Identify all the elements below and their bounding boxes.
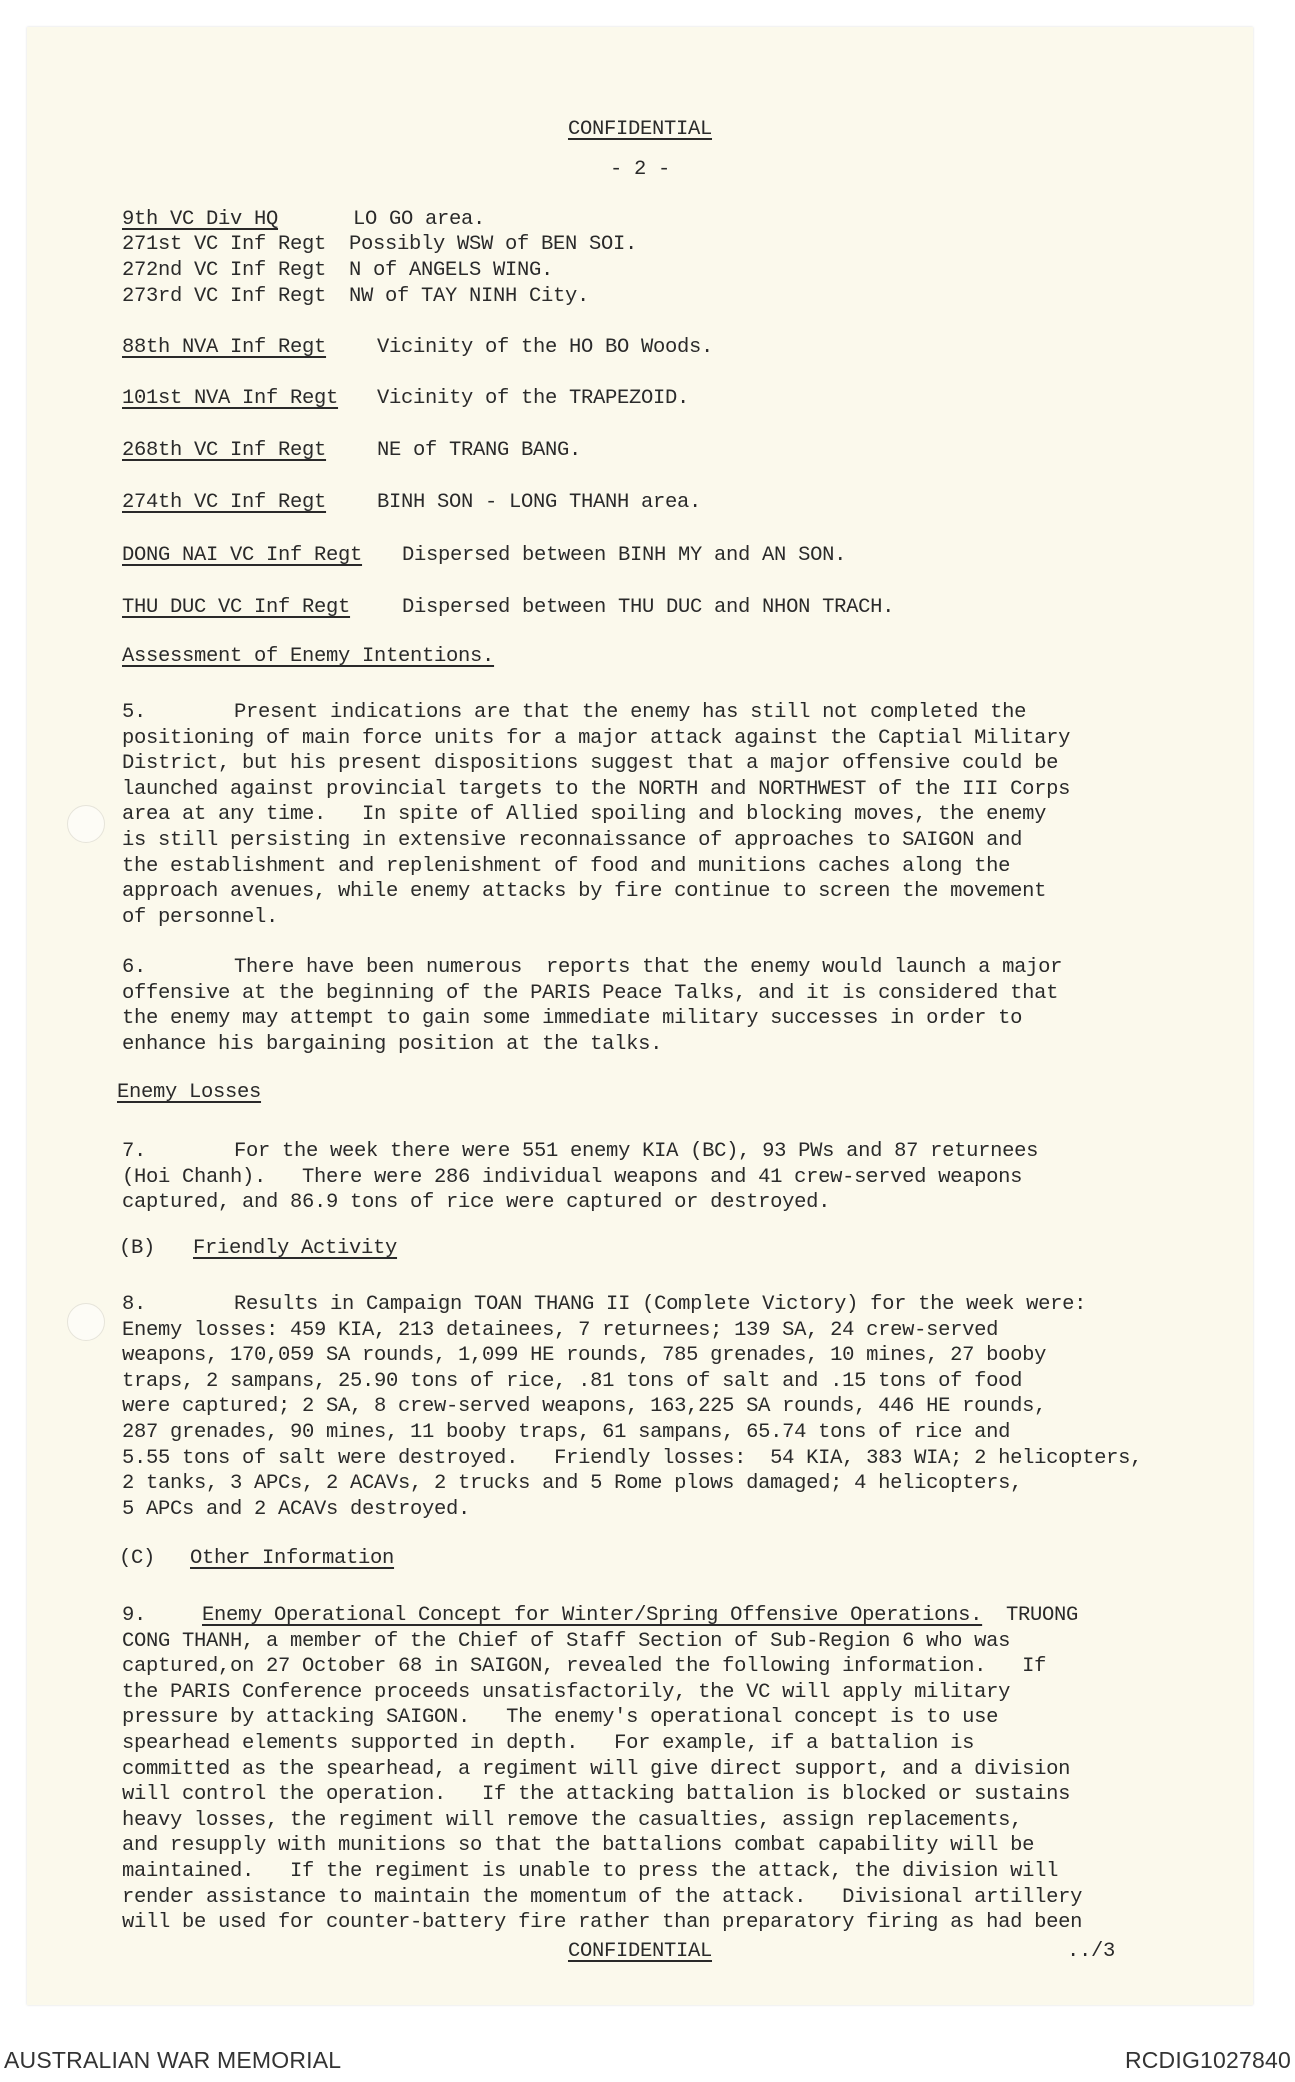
unit-location: BINH SON - LONG THANH area. xyxy=(377,491,702,514)
paragraph-line: There have been numerous reports that the enemy would launch a major xyxy=(234,956,1063,979)
paragraph-line: 5.55 tons of salt were destroyed. Friendly losses: 54 KIA, 383 WIA; 2 helicopters, xyxy=(122,1446,1143,1470)
paragraph-line: committed as the spearhead, a regiment will give direct support, and a division xyxy=(122,1757,1071,1781)
paragraph-line: will control the operation. If the attacking battalion is blocked or sustains xyxy=(122,1783,1071,1807)
paragraph-number: 7. xyxy=(122,1140,147,1163)
unit-location: NW of TAY NINH City. xyxy=(349,285,590,308)
archive-record-id: RCDIG1027840 xyxy=(1124,2047,1291,2073)
heading-friendly-activity: Friendly Activity xyxy=(193,1237,398,1260)
section-label-c: (C) xyxy=(119,1547,156,1570)
unit-name: 9th VC Div HQ xyxy=(122,208,279,231)
paragraph-line: 287 grenades, 90 mines, 11 booby traps, 61 sampans, 65.74 tons of rice and xyxy=(122,1421,1011,1444)
paragraph-line: offensive at the beginning of the PARIS Peace Talks, and it is considered that xyxy=(122,981,1059,1005)
paragraph-line: approach avenues, while enemy attacks by fire continue to screen the movement xyxy=(122,880,1047,904)
paragraph-heading: Enemy Operational Concept for Winter/Spring Offensive Operations. xyxy=(202,1604,983,1627)
unit-location: Dispersed between THU DUC and NHON TRACH. xyxy=(402,596,895,619)
paragraph-line: were captured; 2 SA, 8 crew-served weapons, 163,225 SA rounds, 446 HE rounds, xyxy=(122,1395,1047,1419)
paragraph-line: maintained. If the regiment is unable to press the attack, the division will xyxy=(122,1860,1059,1883)
paragraph-line: 2 tanks, 3 APCs, 2 ACAVs, 2 trucks and 5 Rome plows damaged; 4 helicopters, xyxy=(122,1472,1023,1496)
classification-footer: CONFIDENTIAL xyxy=(567,1940,713,1963)
unit-name: 268th VC Inf Regt xyxy=(122,439,327,462)
unit-name: 272nd VC Inf Regt xyxy=(122,259,327,282)
unit-location: Vicinity of the HO BO Woods. xyxy=(377,336,714,359)
classification-header: CONFIDENTIAL xyxy=(567,118,713,141)
paragraph-number: 6. xyxy=(122,956,147,979)
unit-location: Possibly WSW of BEN SOI. xyxy=(349,233,638,256)
unit-name: 274th VC Inf Regt xyxy=(122,491,327,514)
paragraph-line: the enemy may attempt to gain some immediate military successes in order to xyxy=(122,1007,1023,1031)
paragraph-line: is still persisting in extensive reconnaissance of approaches to SAIGON and xyxy=(122,829,1023,852)
paragraph-line: Enemy losses: 459 KIA, 213 detainees, 7 returnees; 139 SA, 24 crew-served xyxy=(122,1318,999,1342)
paragraph-line: launched against provincial targets to the NORTH and NORTHWEST of the III Corps xyxy=(122,777,1071,801)
paragraph-line: For the week there were 551 enemy KIA (BC), 93 PWs and 87 returnees xyxy=(234,1140,1039,1163)
paragraph-line: render assistance to maintain the momentum of the attack. Divisional artillery xyxy=(122,1885,1083,1909)
page-number: - 2 - xyxy=(609,158,670,181)
paragraph-line: of personnel. xyxy=(122,905,279,929)
punch-hole xyxy=(67,1303,105,1341)
heading-enemy-losses: Enemy Losses xyxy=(117,1081,262,1104)
unit-location: Vicinity of the TRAPEZOID. xyxy=(377,387,690,410)
paragraph-line: pressure by attacking SAIGON. The enemy's operational concept is to use xyxy=(122,1706,999,1730)
section-label-b: (B) xyxy=(119,1237,156,1260)
paragraph-number: 8. xyxy=(122,1293,147,1316)
paragraph-line: area at any time. In spite of Allied spoiling and blocking moves, the enemy xyxy=(122,803,1047,827)
unit-name: 271st VC Inf Regt xyxy=(122,233,327,256)
punch-hole xyxy=(67,805,105,843)
paragraph-line: weapons, 170,059 SA rounds, 1,099 HE rounds, 785 grenades, 10 mines, 27 booby xyxy=(122,1344,1047,1368)
paragraph-line: heavy losses, the regiment will remove the casualties, assign replacements, xyxy=(122,1808,1023,1832)
paragraph-line: the PARIS Conference proceeds unsatisfactorily, the VC will apply military xyxy=(122,1680,1011,1704)
unit-location: LO GO area. xyxy=(353,208,486,231)
paragraph-line: District, but his present dispositions suggest that a major offensive could be xyxy=(122,752,1059,776)
paragraph-line: positioning of main force units for a major attack against the Captial Military xyxy=(122,726,1071,750)
paragraph-line: Results in Campaign TOAN THANG II (Complete Victory) for the week were: xyxy=(234,1293,1087,1316)
unit-name: DONG NAI VC Inf Regt xyxy=(122,544,363,567)
paragraph-line: CONG THANH, a member of the Chief of Staff Section of Sub-Region 6 who was xyxy=(122,1629,1011,1653)
document-page xyxy=(27,27,1253,2005)
unit-name: 88th NVA Inf Regt xyxy=(122,336,327,359)
unit-location: Dispersed between BINH MY and AN SON. xyxy=(402,544,847,567)
unit-location: NE of TRANG BANG. xyxy=(377,439,582,462)
unit-name: THU DUC VC Inf Regt xyxy=(122,596,351,619)
paragraph-number: 5. xyxy=(122,701,147,724)
paragraph-line: 5 APCs and 2 ACAVs destroyed. xyxy=(122,1497,471,1521)
paragraph-line: captured,on 27 October 68 in SAIGON, revealed the following information. If xyxy=(122,1655,1047,1679)
paragraph-line: (Hoi Chanh). There were 286 individual weapons and 41 crew-served weapons xyxy=(122,1165,1023,1189)
heading-assessment: Assessment of Enemy Intentions. xyxy=(122,645,495,668)
paragraph-line: captured, and 86.9 tons of rice were captured or destroyed. xyxy=(122,1191,831,1215)
paragraph-line: enhance his bargaining position at the talks. xyxy=(122,1032,663,1056)
paragraph-line: TRUONG xyxy=(982,1604,1079,1627)
paragraph-line: the establishment and replenishment of food and munitions caches along the xyxy=(122,854,1011,878)
paragraph-line: spearhead elements supported in depth. For example, if a battalion is xyxy=(122,1732,975,1755)
paragraph-line: traps, 2 sampans, 25.90 tons of rice, .81 tons of salt and .15 tons of food xyxy=(122,1369,1023,1393)
paragraph-line: and resupply with munitions so that the battalions combat capability will be xyxy=(122,1834,1035,1858)
unit-location: N of ANGELS WING. xyxy=(349,259,554,282)
unit-name: 101st NVA Inf Regt xyxy=(122,387,339,410)
paragraph-line: will be used for counter-battery fire rather than preparatory firing as had been xyxy=(122,1911,1083,1935)
paragraph-line: Present indications are that the enemy has still not completed the xyxy=(234,701,1027,724)
continuation-mark: ../3 xyxy=(1067,1940,1116,1963)
unit-name: 273rd VC Inf Regt xyxy=(122,285,327,308)
paragraph-number: 9. xyxy=(122,1604,147,1627)
archive-institution: AUSTRALIAN WAR MEMORIAL xyxy=(4,2047,342,2073)
heading-other-information: Other Information xyxy=(190,1547,395,1570)
